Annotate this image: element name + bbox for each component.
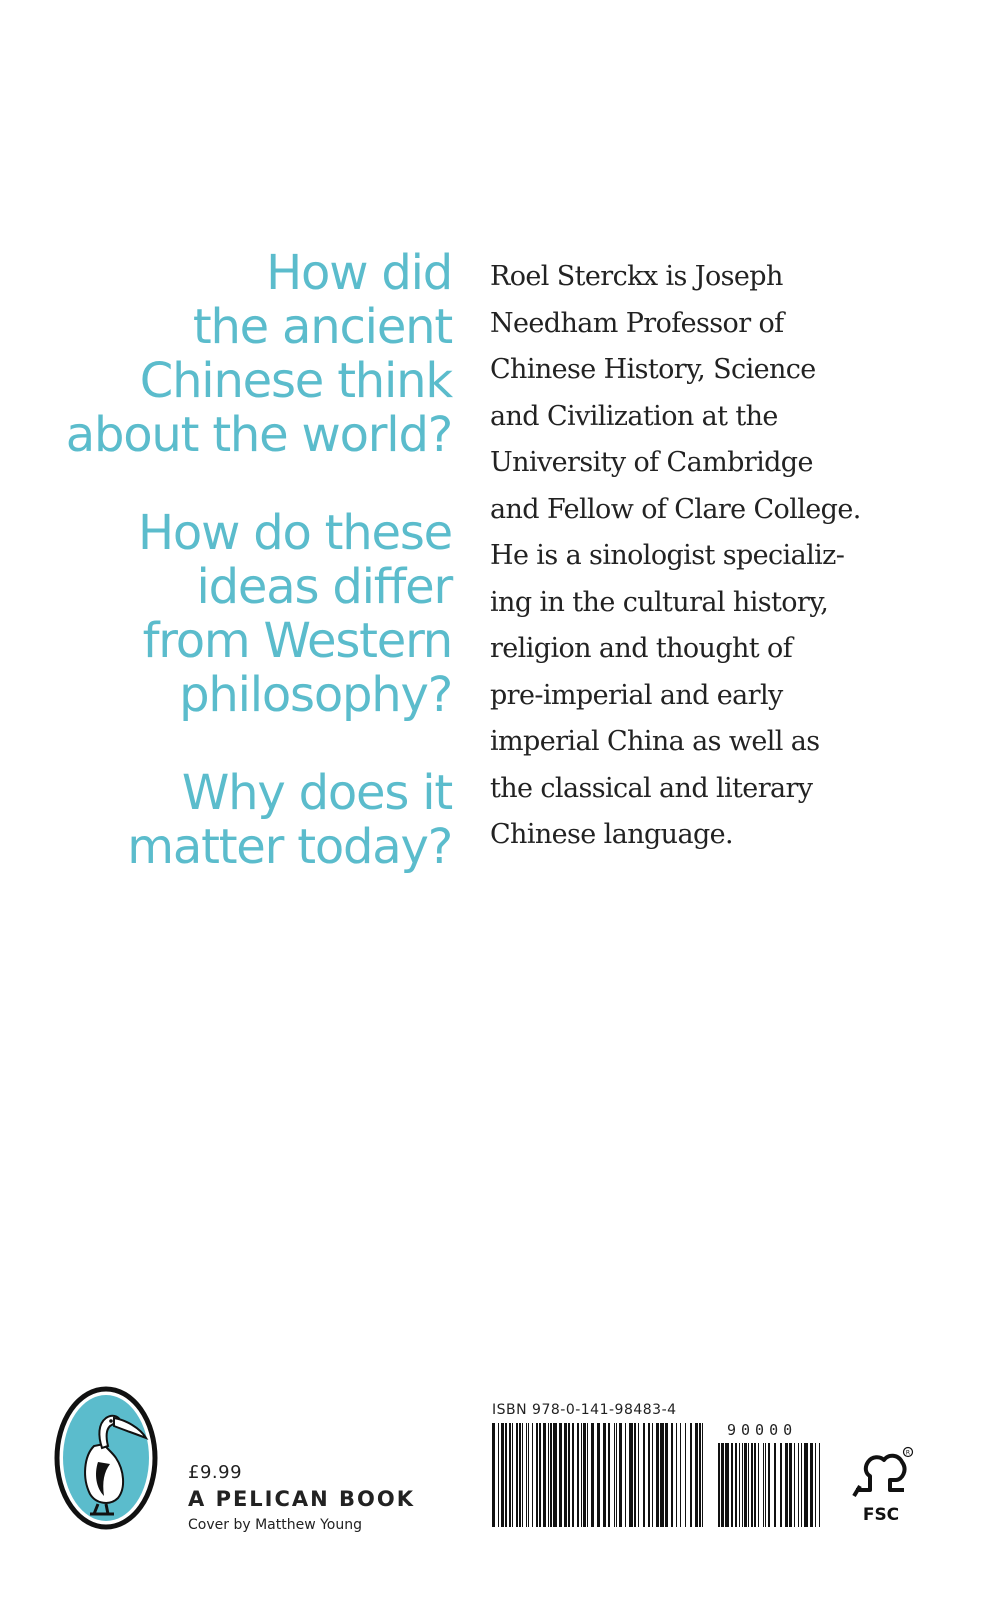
pelican-logo-icon bbox=[54, 1386, 158, 1530]
isbn: ISBN 978-0-141-98483-4 bbox=[492, 1402, 677, 1418]
bio-line: He is a sinologist specializ- bbox=[490, 540, 845, 571]
bio-line: Chinese History, Science bbox=[490, 354, 816, 385]
questions-block bbox=[40, 246, 452, 918]
bio-line: University of Cambridge bbox=[490, 447, 813, 478]
addon-barcode-icon bbox=[718, 1443, 820, 1527]
bio-line: religion and thought of bbox=[490, 633, 793, 664]
bio-line: Roel Sterckx is Joseph bbox=[490, 261, 783, 292]
question-line: from Western bbox=[142, 613, 452, 669]
barcode-addon-number: 90000 bbox=[727, 1421, 798, 1439]
price: £9.99 bbox=[188, 1462, 243, 1483]
question-line: the ancient bbox=[192, 299, 452, 355]
bio-line: and Fellow of Clare College. bbox=[490, 493, 861, 525]
question-line: about the world? bbox=[65, 407, 452, 463]
question-1 bbox=[40, 246, 452, 462]
cover-credit: Cover by Matthew Young bbox=[188, 1517, 362, 1533]
bio-line: pre-imperial and early bbox=[490, 679, 783, 711]
bio-line: Needham Professor of bbox=[490, 307, 784, 339]
price-block bbox=[188, 1462, 415, 1533]
author-bio bbox=[490, 254, 960, 859]
barcode-icon bbox=[492, 1423, 704, 1527]
fsc-label: FSC bbox=[862, 1505, 900, 1525]
bio-line: imperial China as well as bbox=[490, 726, 820, 757]
svg-text:R: R bbox=[905, 1449, 911, 1457]
question-line: ideas differ bbox=[196, 559, 452, 615]
question-line: How do these bbox=[138, 505, 452, 561]
question-line: How did bbox=[266, 245, 452, 301]
fsc-logo-icon bbox=[846, 1446, 916, 1526]
question-line: matter today? bbox=[127, 819, 452, 875]
imprint: A PELICAN BOOK bbox=[188, 1487, 416, 1511]
question-2 bbox=[40, 506, 452, 722]
bio-line: Chinese language. bbox=[490, 819, 734, 850]
bio-line: ing in the cultural history, bbox=[490, 586, 829, 618]
bio-line: and Civilization at the bbox=[490, 400, 778, 432]
question-line: Chinese think bbox=[139, 353, 452, 409]
question-line: philosophy? bbox=[179, 667, 452, 723]
question-3 bbox=[40, 766, 452, 874]
question-line: Why does it bbox=[181, 765, 452, 821]
bio-line: the classical and literary bbox=[490, 772, 813, 804]
